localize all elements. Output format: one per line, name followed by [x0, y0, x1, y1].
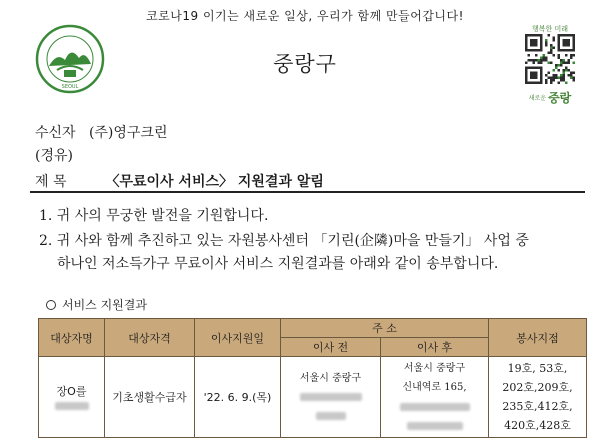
- address-before-line: 서울시 중랑구: [299, 372, 362, 384]
- qr-caption-big: 중랑: [548, 91, 572, 105]
- redacted-text: [407, 422, 463, 430]
- subject-value: 〈무료이사 서비스〉 지원결과 알림: [105, 174, 324, 190]
- redacted-text: [316, 412, 346, 420]
- redacted-text: [55, 402, 89, 410]
- cell-qualification: 기초생활수급자: [105, 357, 195, 438]
- cell-move-date: '22. 6. 9.(목): [195, 357, 281, 438]
- header-name: 대상자명: [39, 319, 105, 357]
- header-before: 이사 전: [281, 338, 381, 357]
- body-paragraph-2-cont: 하나인 저소득가구 무료이사 서비스 지원결과를 아래와 같이 송부합니다.: [57, 256, 499, 272]
- cell-volunteer-sites: [489, 357, 587, 438]
- subject-divider: [30, 191, 585, 193]
- subject-label: 제 목: [35, 174, 67, 190]
- volunteer-site-line: 19호, 53호,: [507, 362, 568, 375]
- table-row: [39, 357, 587, 438]
- recipient-label: 수신자: [35, 125, 76, 141]
- via-line: [35, 145, 73, 165]
- qr-code-icon: [520, 34, 580, 84]
- seal-text: SEOUL: [61, 84, 79, 90]
- recipient-value: (주)영구크린: [88, 125, 168, 141]
- slogan: 코로나19 이기는 새로운 일상, 우리가 함께 만들어갑니다!: [146, 9, 464, 23]
- cell-address-after: [381, 357, 489, 438]
- header-qualification: 대상자격: [105, 319, 195, 357]
- header-after: 이사 후: [381, 338, 489, 357]
- header-address: 주 소: [281, 319, 489, 338]
- redacted-text: [400, 403, 470, 411]
- address-after-line-1: 서울시 중랑구: [403, 363, 466, 374]
- name-text: 장O를: [56, 384, 87, 398]
- via-label: (경유): [35, 148, 73, 164]
- recipient-line: [35, 122, 167, 142]
- header-move-date: 이사지원일: [195, 319, 281, 357]
- volunteer-site-line: 202호,209호,: [502, 381, 573, 394]
- address-after-line-2: 신내역로 165,: [402, 382, 467, 393]
- service-result-table: [38, 318, 587, 438]
- qr-caption-small: 새로운: [528, 95, 547, 102]
- body-paragraph-1: 1. 귀 사의 무궁한 발전을 기원합니다.: [39, 208, 269, 224]
- qr-caption-top: 행복한 미래: [531, 25, 569, 33]
- body-paragraph-2: 2. 귀 사와 함께 추진하고 있는 자원봉사센터 「기린(企隣)마을 만들기」 사업 중: [39, 233, 529, 249]
- org-title: 중랑구: [273, 52, 337, 76]
- cell-address-before: [281, 357, 381, 438]
- cell-name: [39, 357, 105, 438]
- header-volunteer-sites: 봉사지점: [489, 319, 587, 357]
- section-title: [46, 296, 147, 313]
- subject-line: [35, 171, 324, 191]
- redacted-text: [300, 393, 362, 401]
- volunteer-site-line: 235호,412호,: [502, 400, 573, 413]
- section-title-text: 서비스 지원결과: [62, 298, 147, 312]
- volunteer-site-line: 420호,428호: [504, 419, 571, 432]
- qr-block: [520, 24, 580, 106]
- bullet-circle-icon: [46, 300, 56, 310]
